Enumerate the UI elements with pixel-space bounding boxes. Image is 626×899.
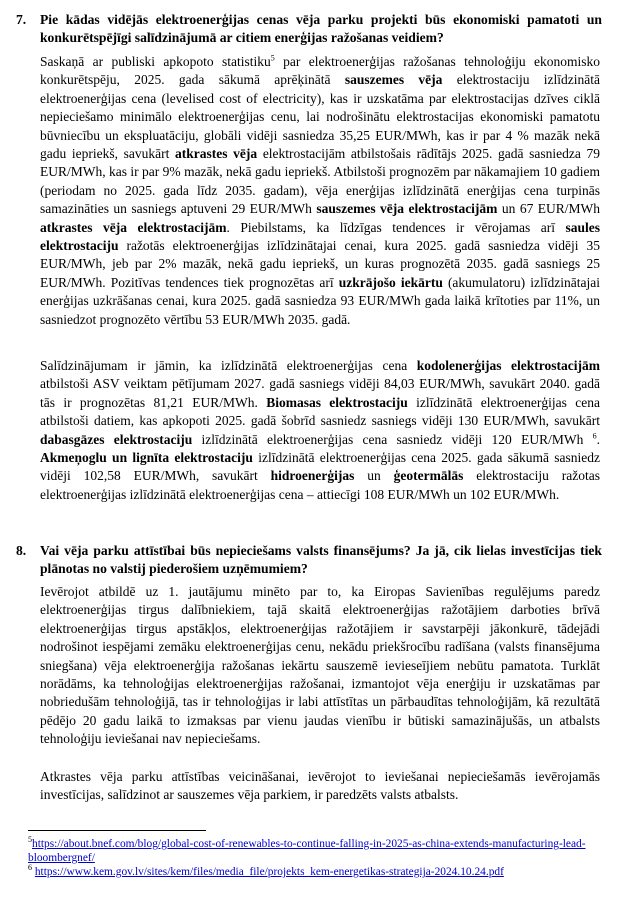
emphasis-hydro: hidroenerģijas (270, 468, 355, 484)
question-8-text: Vai vēja parku attīstībai būs nepieciešams valsts finansējums? Ja jā, cik lielas investīcijas tiek plānotas no valstij piederošiem uzņēmumiem? (40, 543, 602, 576)
emphasis-onshore-wind-plants: sauszemes vēja elektrostacijām (316, 201, 498, 217)
text-run: izlīdzinātā elektroenerģijas cena sasniedz vidēji 120 EUR/MWh (192, 431, 593, 447)
text-run: elektrostacijām atbilstošais rādītājs 2025. gadā sasniedza 79 EUR/MWh, kas ir par 9% mazāk, nekā gadu iepriekš. Atbilstoši prognozēm par nākamajiem 10 gadiem (periodam no 2025. gada līdz 2035. gadam), vēja enerģijas izlīdzinātā enerģijas cena turpinās samazināties un sasniegs aptuveni 29 EUR/MWh (40, 146, 600, 217)
emphasis-storage-devices: uzkrājošo iekārtu (338, 274, 443, 290)
answer-8-paragraph-1: Ievērojot atbildē uz 1. jautājumu minēto par to, ka Eiropas Savienības regulējums paredz elektroenerģijas tirgus dalībniekiem, tajā skaitā elektroenerģijas ražotājiem darboties brīvā elektroenerģijas tirgus apstākļos, elektroenerģijas ražotājiem ir savstarpēji jākonkurē, tādejādi nodrošinot iespējami zemāku elektroenerģijas cenu, nekādu priekšrocību radīšana (valsts finansējuma sniegšana) vēja elektroenerģija ražošanas iekārtu sauszemē ievieseījiem nebūtu pamatota. Turklāt norādāms, ka tehnoloģijas elektroenerģijas ražošanai, izmantojot vēja enerģiju ir uzskatāmas par nobriedušām tehnoloģijā, tas ir tehnoloģijas ir labi attīstītas un pārbaudītas tehnoloģijām, kā rezultātā pēdējo 20 gadu laikā to izmaksas par vienu jaudas vienību ir būtiski samazinājušās, un atbalsts tehnoloģiju ieviešanai nav nepieciešams. (40, 584, 600, 747)
footnote-6 (28, 865, 608, 879)
emphasis-nuclear-plants: kodolenerģijas elektrostacijām (416, 358, 600, 373)
emphasis-coal-lignite-plants: Akmeņoglu un lignīta elektrostaciju (40, 450, 253, 466)
footnote-6-mark: 6 (28, 863, 32, 873)
emphasis-offshore-wind: atkrastes vēja (175, 146, 258, 162)
text-run: elektrostaciju izlīdzinātā elektroenerģijas cena (levelised cost of electricity), kas ir uzskatāma par elektrostacijas dzīves ciklā nepieciešamo minimālo elektroenerģijas cenu, lai nodrošinātu elektrostacijas ekonomiski pamatotu būvniecību un ekspluatāciju, globāli vidēji sasniedza 35,25 EUR/MWh, kas ir par 4 % mazāk nekā gadu iepriekš, savukārt (40, 72, 600, 162)
text-run: (akumulatoru) izlīdzinātajai enerģijas uzkrāšanas cenai, kura 2025. gadā sasniedza 93 EUR/MWh gada laikā krītoties par 11%, un sasniedzot prognozēto vērtību 53 EUR/MWh 2035. gadā. (40, 274, 600, 327)
text-run: elektrostaciju ražotas elektroenerģijas izlīdzinātā elektroenerģijas cena – attiecīgi 108 EUR/MWh un 102 EUR/MWh. (40, 468, 600, 502)
answer-7-paragraph-1 (40, 53, 600, 329)
emphasis-offshore-wind-plants: atkrastes vēja elektrostacijām (40, 219, 227, 235)
question-7-number: 7. (16, 12, 27, 27)
question-7 (16, 11, 602, 45)
text-run: par elektroenerģijas ražošanas tehnoloģiju ekonomisko konkurētspēju, 2025. gada sākumā aprēķinātā (40, 54, 600, 88)
footnote-separator (28, 830, 206, 831)
footnote-6-link[interactable]: https://www.kem.gov.lv/sites/kem/files/media_file/projekts_kem-energetikas-strategija-2024.10.24.pdf (34, 866, 504, 878)
footnote-5-link[interactable]: https://about.bnef.com/blog/global-cost-of-renewables-to-continue-falling-in-2025-as-china-extends-manufacturing-lead-bloombergnef/ (28, 838, 586, 864)
emphasis-gas-plants: dabasgāzes elektrostaciju (40, 431, 193, 447)
text-run: atbilstoši ASV veiktam pētījumam 2027. gadā sasniegs vidēji 84,03 EUR/MWh, savukārt 2040. gadā tās ir prognozētas 81,21 EUR/MWh. (40, 376, 600, 410)
answer-8-paragraph-2: Atkrastes vēja parku attīstības veicināšanai, ievērojot to ieviešanai nepieciešamās ievērojamās investīcijas, salīdzinot ar sauszemes vēja parkiem, ir paredzēts valsts atbalsts. (40, 769, 600, 803)
text-run: ražotās elektroenerģijas izlīdzinātajai cenai, kura 2025. gadā sasniedza vidēji 35 EUR/MWh, jeb par 2% mazāk, nekā gadu iepriekš, un kuras prognozētā 2035. gadā sasniegs 25 EUR/MWh. Pozitīvas tendences tiek prognozētas arī (40, 238, 600, 290)
emphasis-biomass-plants: Biomasas elektrostaciju (266, 394, 408, 410)
footnote-ref-6[interactable]: 6 (592, 431, 597, 441)
question-8-number: 8. (16, 543, 27, 558)
footnote-ref-5[interactable]: 5 (270, 53, 275, 63)
footnote-5 (28, 837, 608, 865)
emphasis-geothermal: ģeotermālās (393, 468, 464, 484)
emphasis-solar-plants: saules elektrostaciju (40, 219, 601, 254)
emphasis-onshore-wind: sauszemes vēja (344, 72, 443, 88)
question-7-text: Pie kādas vidējās elektroenerģijas cenas vēja parku projekti būs ekonomiski pamatoti un konkurētspējīgi salīdzinājumā ar citiem enerģijas ražošanas veidiem? (40, 12, 602, 45)
text-run: Salīdzinājumam ir jāmin, ka izlīdzinātā elektroenerģijas cena (40, 358, 417, 373)
text-run: un (354, 468, 394, 484)
text-run: . Piebilstams, ka līdzīgas tendences ir vērojamas arī (226, 219, 566, 235)
answer-7-paragraph-2 (40, 357, 600, 504)
text-run: Saskaņā ar publiski apkopoto statistiku (40, 54, 271, 69)
text-run: izlīdzinātā elektroenerģijas cena atbilstoši datiem, kas apkopoti 2025. gadā šobrīd sasniedz sasniegs vidēji 130 EUR/MWh, savukārt (40, 394, 600, 429)
text-run: izlīdzinātā elektroenerģijas cena 2025. gada sākumā sasniedz vidēji 102,58 EUR/MWh, savukārt (40, 450, 600, 484)
footnote-5-mark: 5 (28, 835, 32, 845)
text-run: un 67 EUR/MWh (497, 201, 601, 217)
question-8 (16, 542, 602, 576)
text-run: . (596, 431, 600, 447)
